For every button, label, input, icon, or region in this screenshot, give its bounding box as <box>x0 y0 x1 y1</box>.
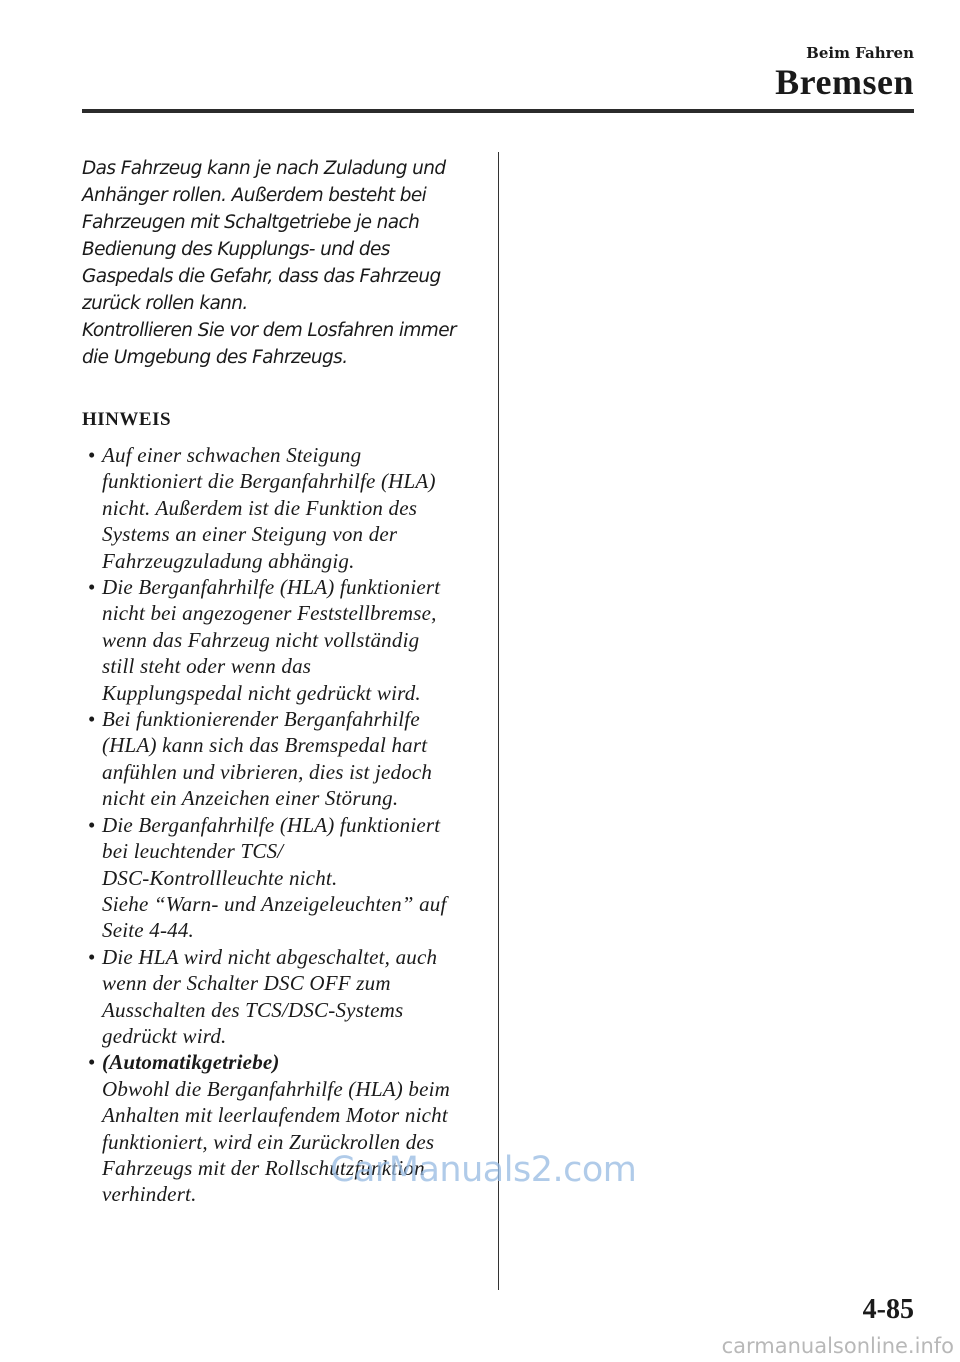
note-line: DSC-Kontrollleuchte nicht. <box>102 865 338 890</box>
left-column <box>82 155 482 1208</box>
note-item <box>82 442 482 574</box>
note-line: Systems an einer Steigung von der <box>102 522 398 547</box>
note-line: Fahrzeugs mit der Rollschutzfunktion <box>102 1155 425 1180</box>
note-line: funktioniert, wird ein Zurückrollen des <box>102 1129 435 1154</box>
note-line: bei leuchtender TCS/ <box>102 839 284 864</box>
note-line: funktioniert die Berganfahrhilfe (HLA) <box>102 469 436 494</box>
cross-reference: Seite 4-44. <box>102 918 195 943</box>
bullet-icon: • <box>88 443 96 467</box>
note-line: Fahrzeugzuladung abhängig. <box>102 548 355 573</box>
note-line: Obwohl die Berganfahrhilfe (HLA) beim <box>102 1076 451 1101</box>
note-line: wenn das Fahrzeug nicht vollständig <box>102 627 420 652</box>
note-line: Die HLA wird nicht abgeschaltet, auch <box>102 944 438 969</box>
intro-line: die Umgebung des Fahrzeugs. <box>82 347 348 368</box>
note-line: still steht oder wenn das <box>102 654 312 679</box>
note-item <box>82 574 482 706</box>
note-line: Kupplungspedal nicht gedrückt wird. <box>102 680 421 705</box>
intro-paragraph <box>82 155 482 371</box>
header-divider <box>82 109 914 113</box>
bullet-icon: • <box>88 1050 96 1075</box>
watermark: CarManuals2.com <box>330 1150 637 1190</box>
note-label: (Automatikgetriebe) <box>102 1050 280 1075</box>
note-line: nicht ein Anzeichen einer Störung. <box>102 786 399 811</box>
bullet-icon: • <box>88 812 96 837</box>
note-list <box>82 442 482 1208</box>
note-item <box>82 706 482 812</box>
bullet-icon: • <box>88 575 96 600</box>
note-line: anfühlen und vibrieren, dies ist jedoch <box>102 759 433 784</box>
bullet-icon: • <box>88 944 96 969</box>
note-item <box>82 812 482 944</box>
section-heading: Beim Fahren <box>806 44 914 62</box>
note-line: (HLA) kann sich das Bremspedal hart <box>102 733 428 758</box>
note-line: Bei funktionierender Berganfahrhilfe <box>102 707 420 732</box>
footer-site-watermark: carmanualsonline.info <box>721 1334 954 1358</box>
intro-line: Bedienung des Kupplungs- und des <box>82 239 390 260</box>
intro-line: zurück rollen kann. <box>82 293 248 314</box>
note-line: nicht. Außerdem ist die Funktion des <box>102 495 418 520</box>
intro-line: Anhänger rollen. Außerdem besteht bei <box>82 185 427 206</box>
note-line: Die Berganfahrhilfe (HLA) funktioniert <box>102 575 441 600</box>
page-title: Bremsen <box>775 62 914 102</box>
column-divider <box>498 152 499 1290</box>
note-line: gedrückt wird. <box>102 1023 227 1048</box>
note-line: verhindert. <box>102 1182 197 1207</box>
page-number: 4-85 <box>862 1294 914 1325</box>
cross-reference: Siehe “Warn- und Anzeigeleuchten” auf <box>102 891 447 916</box>
note-line: nicht bei angezogener Feststellbremse, <box>102 601 437 626</box>
note-line: wenn der Schalter DSC OFF zum <box>102 971 391 996</box>
intro-line: Kontrollieren Sie vor dem Losfahren immer <box>82 320 457 341</box>
intro-line: Fahrzeugen mit Schaltgetriebe je nach <box>82 212 420 233</box>
bullet-icon: • <box>88 707 96 732</box>
note-line: Die Berganfahrhilfe (HLA) funktioniert <box>102 812 441 837</box>
note-item <box>82 944 482 1050</box>
note-heading: HINWEIS <box>82 409 172 430</box>
note-line: Anhalten mit leerlaufendem Motor nicht <box>102 1103 448 1128</box>
intro-line: Das Fahrzeug kann je nach Zuladung und <box>82 158 446 179</box>
note-line: Auf einer schwachen Steigung <box>102 443 362 467</box>
intro-line: Gaspedals die Gefahr, dass das Fahrzeug <box>82 266 441 287</box>
note-line: Ausschalten des TCS/DSC-Systems <box>102 997 404 1022</box>
